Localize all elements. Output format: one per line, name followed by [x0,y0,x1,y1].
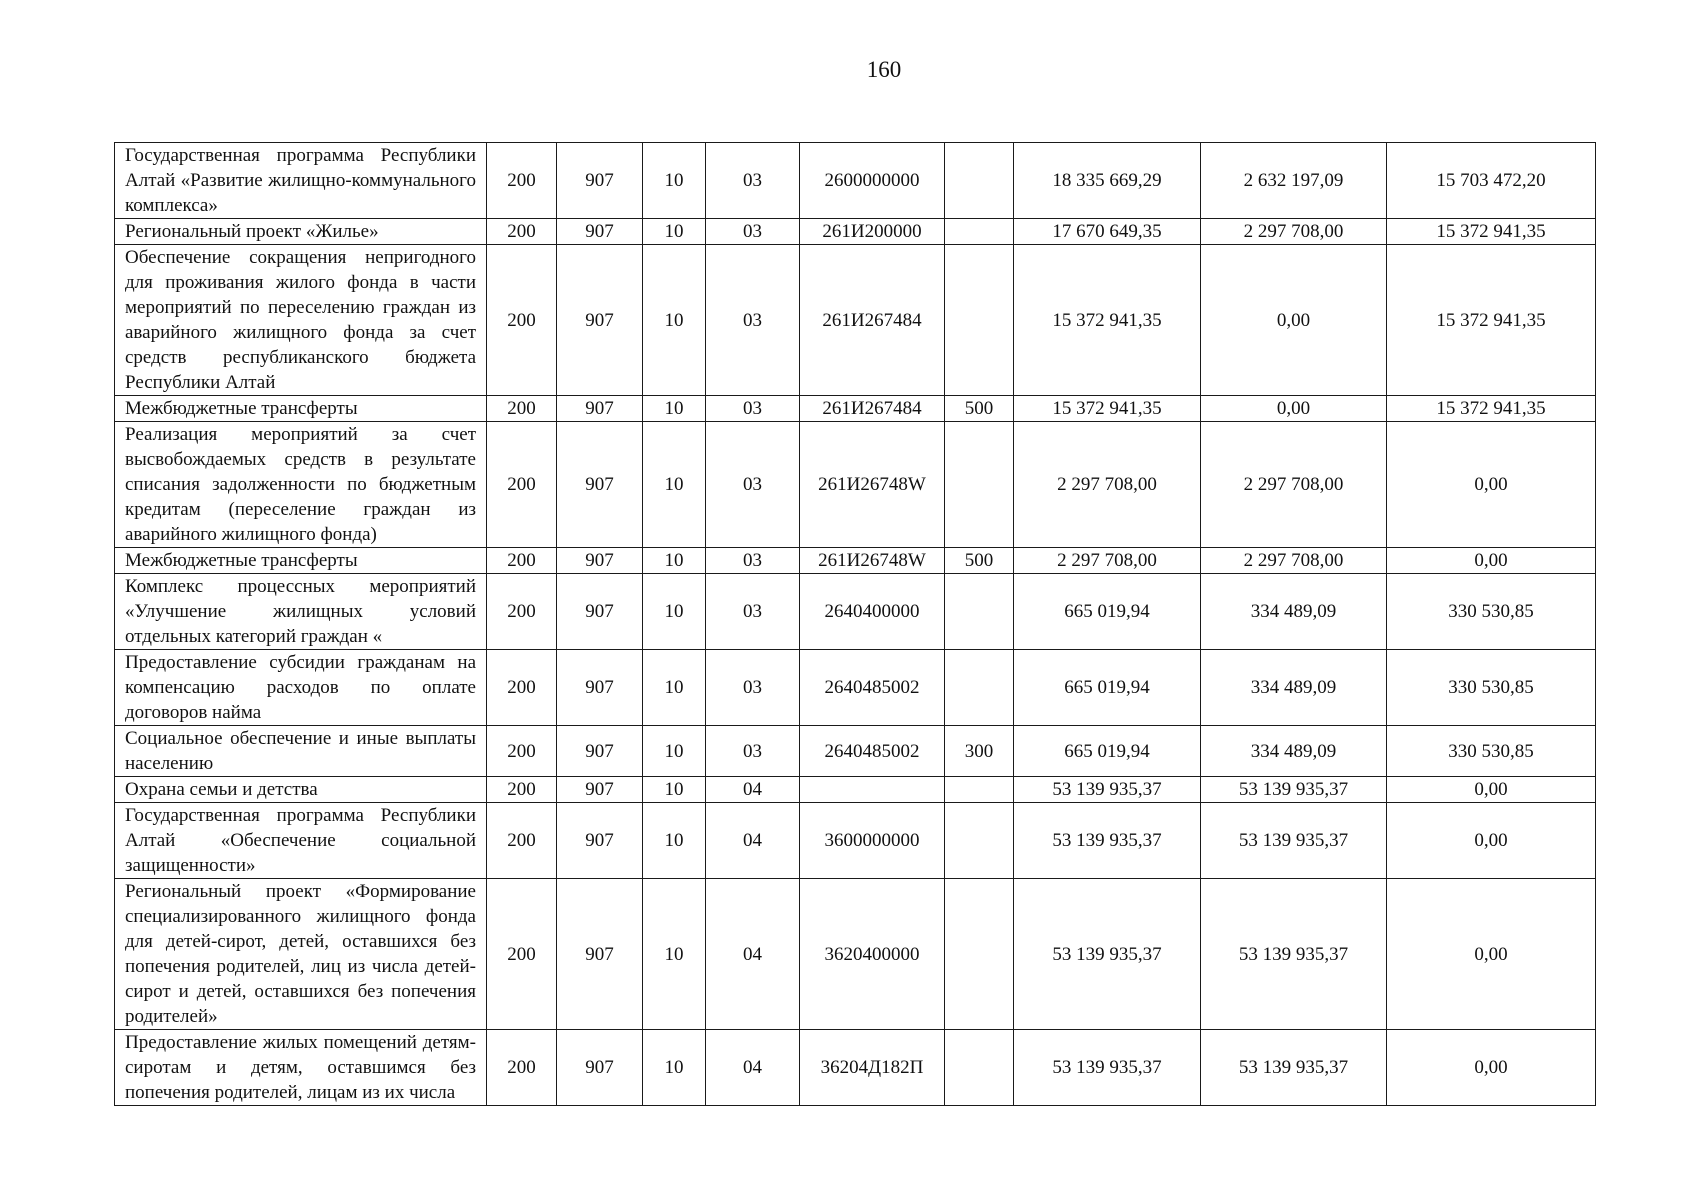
target-article-cell: 261И26748W [800,548,945,574]
expense-name-cell: Охрана семьи и детства [115,777,487,803]
amount-total-cell: 17 670 649,35 [1014,219,1201,245]
code-200-cell: 200 [487,803,557,879]
amount-total-cell: 53 139 935,37 [1014,879,1201,1030]
subsection-code-cell: 03 [706,143,800,219]
section-code-cell: 10 [643,879,706,1030]
page-number: 160 [866,57,902,82]
section-code-cell: 10 [643,396,706,422]
expense-name-cell: Реализация мероприятий за счет высвобождаемых средств в результате списания задолженности по бюджетным кредитам (переселение граждан из аварийного жилищного фонда) [115,422,487,548]
amount-total-cell: 665 019,94 [1014,726,1201,777]
section-code-cell: 10 [643,548,706,574]
amount-federal-cell: 2 297 708,00 [1201,219,1387,245]
table-row [115,245,1596,396]
table-row [115,143,1596,219]
target-article-cell: 2640400000 [800,574,945,650]
department-code-cell: 907 [557,422,643,548]
subsection-code-cell: 03 [706,548,800,574]
amount-federal-cell: 334 489,09 [1201,726,1387,777]
amount-total-cell: 665 019,94 [1014,574,1201,650]
amount-regional-cell: 330 530,85 [1387,726,1596,777]
amount-total-cell: 15 372 941,35 [1014,396,1201,422]
subsection-code-cell: 03 [706,650,800,726]
subsection-code-cell: 03 [706,422,800,548]
amount-federal-cell: 53 139 935,37 [1201,777,1387,803]
department-code-cell: 907 [557,245,643,396]
table-row [115,219,1596,245]
department-code-cell: 907 [557,143,643,219]
subsection-code-cell: 04 [706,777,800,803]
expense-type-cell [945,143,1014,219]
amount-regional-cell: 15 372 941,35 [1387,245,1596,396]
code-200-cell: 200 [487,879,557,1030]
table-row [115,422,1596,548]
expense-name-cell: Межбюджетные трансферты [115,548,487,574]
expense-name-cell: Региональный проект «Жилье» [115,219,487,245]
amount-total-cell: 53 139 935,37 [1014,1030,1201,1106]
amount-federal-cell: 53 139 935,37 [1201,879,1387,1030]
table-row [115,879,1596,1030]
subsection-code-cell: 04 [706,1030,800,1106]
code-200-cell: 200 [487,245,557,396]
target-article-cell: 3600000000 [800,803,945,879]
subsection-code-cell: 03 [706,245,800,396]
table-row [115,1030,1596,1106]
table-body [115,143,1596,1106]
amount-federal-cell: 0,00 [1201,245,1387,396]
amount-regional-cell: 0,00 [1387,548,1596,574]
department-code-cell: 907 [557,803,643,879]
target-article-cell: 261И267484 [800,245,945,396]
code-200-cell: 200 [487,777,557,803]
amount-regional-cell: 0,00 [1387,803,1596,879]
section-code-cell: 10 [643,422,706,548]
amount-regional-cell: 0,00 [1387,422,1596,548]
section-code-cell: 10 [643,777,706,803]
department-code-cell: 907 [557,219,643,245]
department-code-cell: 907 [557,396,643,422]
target-article-cell [800,777,945,803]
expense-type-cell [945,777,1014,803]
table-row [115,574,1596,650]
section-code-cell: 10 [643,574,706,650]
department-code-cell: 907 [557,1030,643,1106]
target-article-cell: 261И26748W [800,422,945,548]
expense-type-cell [945,650,1014,726]
amount-regional-cell: 15 703 472,20 [1387,143,1596,219]
expense-type-cell: 300 [945,726,1014,777]
expense-type-cell [945,574,1014,650]
subsection-code-cell: 03 [706,574,800,650]
code-200-cell: 200 [487,726,557,777]
code-200-cell: 200 [487,396,557,422]
expense-name-cell: Комплекс процессных мероприятий «Улучшение жилищных условий отдельных категорий граждан « [115,574,487,650]
expense-name-cell: Государственная программа Республики Алтай «Развитие жилищно-коммунального комплекса» [115,143,487,219]
amount-federal-cell: 53 139 935,37 [1201,803,1387,879]
amount-federal-cell: 2 297 708,00 [1201,548,1387,574]
subsection-code-cell: 03 [706,219,800,245]
subsection-code-cell: 03 [706,396,800,422]
code-200-cell: 200 [487,574,557,650]
expense-name-cell: Предоставление жилых помещений детям-сиротам и детям, оставшимся без попечения родителей, лицам из их числа [115,1030,487,1106]
expense-type-cell [945,1030,1014,1106]
section-code-cell: 10 [643,1030,706,1106]
department-code-cell: 907 [557,548,643,574]
target-article-cell: 2600000000 [800,143,945,219]
department-code-cell: 907 [557,879,643,1030]
expense-name-cell: Региональный проект «Формирование специализированного жилищного фонда для детей-сирот, детей, оставшихся без попечения родителей, лиц из числа детей-сирот и детей, оставшихся без попечения родителей» [115,879,487,1030]
amount-total-cell: 53 139 935,37 [1014,777,1201,803]
expense-type-cell [945,245,1014,396]
subsection-code-cell: 03 [706,726,800,777]
department-code-cell: 907 [557,777,643,803]
target-article-cell: 36204Д182П [800,1030,945,1106]
amount-total-cell: 2 297 708,00 [1014,548,1201,574]
amount-federal-cell: 2 632 197,09 [1201,143,1387,219]
amount-federal-cell: 334 489,09 [1201,650,1387,726]
expense-name-cell: Обеспечение сокращения непригодного для проживания жилого фонда в части мероприятий по переселению граждан из аварийного жилищного фонда за счет средств республиканского бюджета Республики Алтай [115,245,487,396]
amount-total-cell: 18 335 669,29 [1014,143,1201,219]
code-200-cell: 200 [487,650,557,726]
amount-total-cell: 15 372 941,35 [1014,245,1201,396]
code-200-cell: 200 [487,219,557,245]
amount-federal-cell: 53 139 935,37 [1201,1030,1387,1106]
table-row [115,396,1596,422]
code-200-cell: 200 [487,1030,557,1106]
amount-total-cell: 665 019,94 [1014,650,1201,726]
subsection-code-cell: 04 [706,803,800,879]
expense-type-cell: 500 [945,548,1014,574]
amount-regional-cell: 15 372 941,35 [1387,396,1596,422]
target-article-cell: 2640485002 [800,726,945,777]
expense-type-cell: 500 [945,396,1014,422]
amount-regional-cell: 0,00 [1387,1030,1596,1106]
department-code-cell: 907 [557,726,643,777]
expense-name-cell: Государственная программа Республики Алтай «Обеспечение социальной защищенности» [115,803,487,879]
amount-federal-cell: 0,00 [1201,396,1387,422]
amount-regional-cell: 330 530,85 [1387,650,1596,726]
expense-type-cell [945,803,1014,879]
expense-name-cell: Предоставление субсидии гражданам на компенсацию расходов по оплате договоров найма [115,650,487,726]
budget-table [114,142,1596,1106]
amount-regional-cell: 330 530,85 [1387,574,1596,650]
section-code-cell: 10 [643,803,706,879]
table-row [115,777,1596,803]
code-200-cell: 200 [487,143,557,219]
target-article-cell: 2640485002 [800,650,945,726]
table-row [115,803,1596,879]
subsection-code-cell: 04 [706,879,800,1030]
amount-federal-cell: 2 297 708,00 [1201,422,1387,548]
section-code-cell: 10 [643,650,706,726]
table-row [115,726,1596,777]
code-200-cell: 200 [487,548,557,574]
amount-regional-cell: 0,00 [1387,777,1596,803]
amount-federal-cell: 334 489,09 [1201,574,1387,650]
table-row [115,548,1596,574]
target-article-cell: 261И267484 [800,396,945,422]
amount-total-cell: 2 297 708,00 [1014,422,1201,548]
section-code-cell: 10 [643,143,706,219]
section-code-cell: 10 [643,245,706,396]
expense-type-cell [945,219,1014,245]
department-code-cell: 907 [557,574,643,650]
amount-regional-cell: 0,00 [1387,879,1596,1030]
target-article-cell: 3620400000 [800,879,945,1030]
amount-total-cell: 53 139 935,37 [1014,803,1201,879]
amount-regional-cell: 15 372 941,35 [1387,219,1596,245]
target-article-cell: 261И200000 [800,219,945,245]
code-200-cell: 200 [487,422,557,548]
expense-name-cell: Межбюджетные трансферты [115,396,487,422]
department-code-cell: 907 [557,650,643,726]
table-row [115,650,1596,726]
expense-name-cell: Социальное обеспечение и иные выплаты населению [115,726,487,777]
section-code-cell: 10 [643,219,706,245]
section-code-cell: 10 [643,726,706,777]
expense-type-cell [945,879,1014,1030]
expense-type-cell [945,422,1014,548]
